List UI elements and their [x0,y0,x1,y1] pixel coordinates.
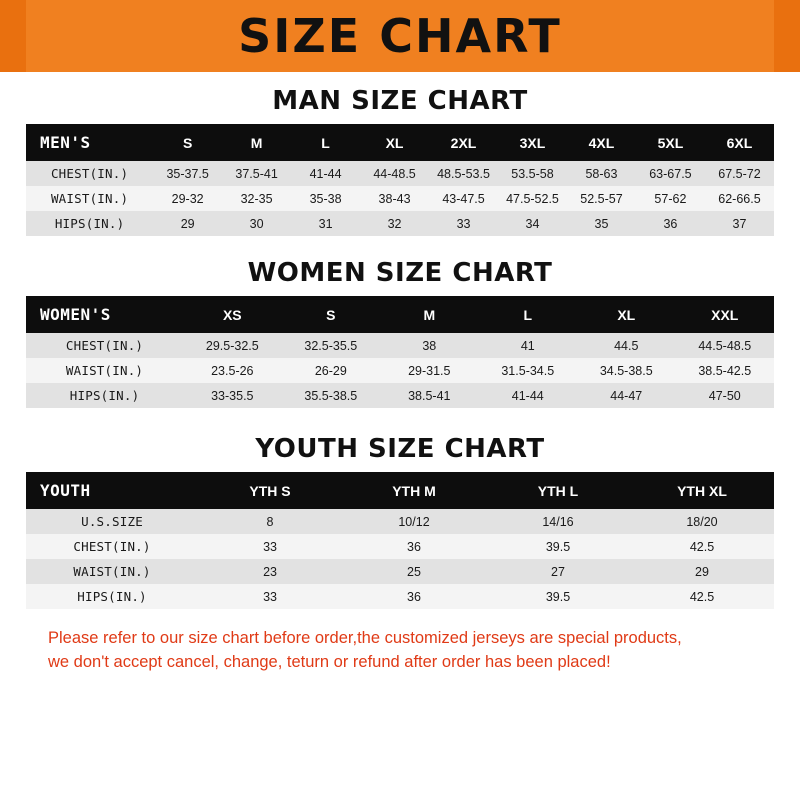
col-header: 5XL [636,124,705,161]
table-row [26,559,774,584]
cell: 35 [567,211,636,236]
cell: 36 [342,534,486,559]
cell: 44-47 [577,383,675,408]
col-header: YTH L [486,472,630,509]
table-row [26,383,774,408]
cell: 62-66.5 [705,186,774,211]
row-label: HIPS(IN.) [26,584,198,609]
row-label: HIPS(IN.) [26,211,153,236]
cell: 30 [222,211,291,236]
cell: 35-37.5 [153,161,222,186]
footer-note [26,627,774,675]
cell: 34 [498,211,567,236]
cell: 38-43 [360,186,429,211]
cell: 36 [342,584,486,609]
cell: 32 [360,211,429,236]
cell: 38 [380,333,478,358]
youth-section-title: YOUTH SIZE CHART [255,434,545,464]
cell: 29-31.5 [380,358,478,383]
cell: 23 [198,559,342,584]
cell: 41 [479,333,577,358]
table-row [26,186,774,211]
col-header: YTH XL [630,472,774,509]
row-label: U.S.SIZE [26,509,198,534]
col-header: YOUTH [26,472,198,509]
table-header-row [26,472,774,509]
men-section-title: MAN SIZE CHART [272,86,528,116]
cell: 34.5-38.5 [577,358,675,383]
row-label: WAIST(IN.) [26,559,198,584]
table-row [26,584,774,609]
header-banner [0,0,800,72]
cell: 35-38 [291,186,360,211]
row-label: WAIST(IN.) [26,186,153,211]
cell: 44.5-48.5 [676,333,775,358]
table-header-row [26,296,774,333]
col-header: YTH S [198,472,342,509]
row-label: CHEST(IN.) [26,161,153,186]
col-header: S [153,124,222,161]
col-header: L [291,124,360,161]
col-header: 4XL [567,124,636,161]
women-section-title: WOMEN SIZE CHART [247,258,553,288]
chart-content [0,86,800,675]
footer-note-line-1: Please refer to our size chart before order,the customized jerseys are special products, [48,629,682,647]
col-header: XXL [676,296,775,333]
table-row [26,211,774,236]
women-size-table [26,296,774,408]
col-header: 2XL [429,124,498,161]
cell: 37.5-41 [222,161,291,186]
banner-stripe-right [774,0,800,72]
table-row [26,534,774,559]
row-label: CHEST(IN.) [26,333,183,358]
cell: 25 [342,559,486,584]
cell: 42.5 [630,584,774,609]
cell: 37 [705,211,774,236]
cell: 33 [198,534,342,559]
cell: 63-67.5 [636,161,705,186]
cell: 48.5-53.5 [429,161,498,186]
table-header-row [26,124,774,161]
table-row [26,509,774,534]
cell: 42.5 [630,534,774,559]
cell: 52.5-57 [567,186,636,211]
cell: 26-29 [282,358,380,383]
cell: 41-44 [291,161,360,186]
cell: 57-62 [636,186,705,211]
cell: 53.5-58 [498,161,567,186]
cell: 43-47.5 [429,186,498,211]
cell: 44.5 [577,333,675,358]
cell: 33 [429,211,498,236]
men-size-table [26,124,774,236]
col-header: 3XL [498,124,567,161]
col-header: M [222,124,291,161]
footer-note-line-2: we don't accept cancel, change, teturn or refund after order has been placed! [48,652,611,671]
col-header: XS [183,296,281,333]
cell: 33-35.5 [183,383,281,408]
cell: 10/12 [342,509,486,534]
cell: 67.5-72 [705,161,774,186]
cell: 29 [153,211,222,236]
col-header: 6XL [705,124,774,161]
cell: 32.5-35.5 [282,333,380,358]
cell: 39.5 [486,584,630,609]
cell: 44-48.5 [360,161,429,186]
cell: 38.5-42.5 [676,358,775,383]
table-row [26,358,774,383]
cell: 31.5-34.5 [479,358,577,383]
cell: 14/16 [486,509,630,534]
cell: 35.5-38.5 [282,383,380,408]
col-header: S [282,296,380,333]
row-label: CHEST(IN.) [26,534,198,559]
cell: 29.5-32.5 [183,333,281,358]
table-row [26,333,774,358]
cell: 27 [486,559,630,584]
col-header: MEN'S [26,124,153,161]
cell: 39.5 [486,534,630,559]
cell: 29-32 [153,186,222,211]
cell: 29 [630,559,774,584]
cell: 8 [198,509,342,534]
cell: 41-44 [479,383,577,408]
col-header: XL [577,296,675,333]
col-header: L [479,296,577,333]
youth-size-table [26,472,774,609]
col-header: M [380,296,478,333]
cell: 23.5-26 [183,358,281,383]
cell: 33 [198,584,342,609]
col-header: YTH M [342,472,486,509]
cell: 58-63 [567,161,636,186]
table-row [26,161,774,186]
page-title: SIZE CHART [238,9,562,63]
row-label: WAIST(IN.) [26,358,183,383]
col-header: WOMEN'S [26,296,183,333]
cell: 18/20 [630,509,774,534]
cell: 36 [636,211,705,236]
cell: 32-35 [222,186,291,211]
cell: 31 [291,211,360,236]
banner-stripe-left [0,0,26,72]
cell: 38.5-41 [380,383,478,408]
col-header: XL [360,124,429,161]
cell: 47-50 [676,383,775,408]
cell: 47.5-52.5 [498,186,567,211]
row-label: HIPS(IN.) [26,383,183,408]
